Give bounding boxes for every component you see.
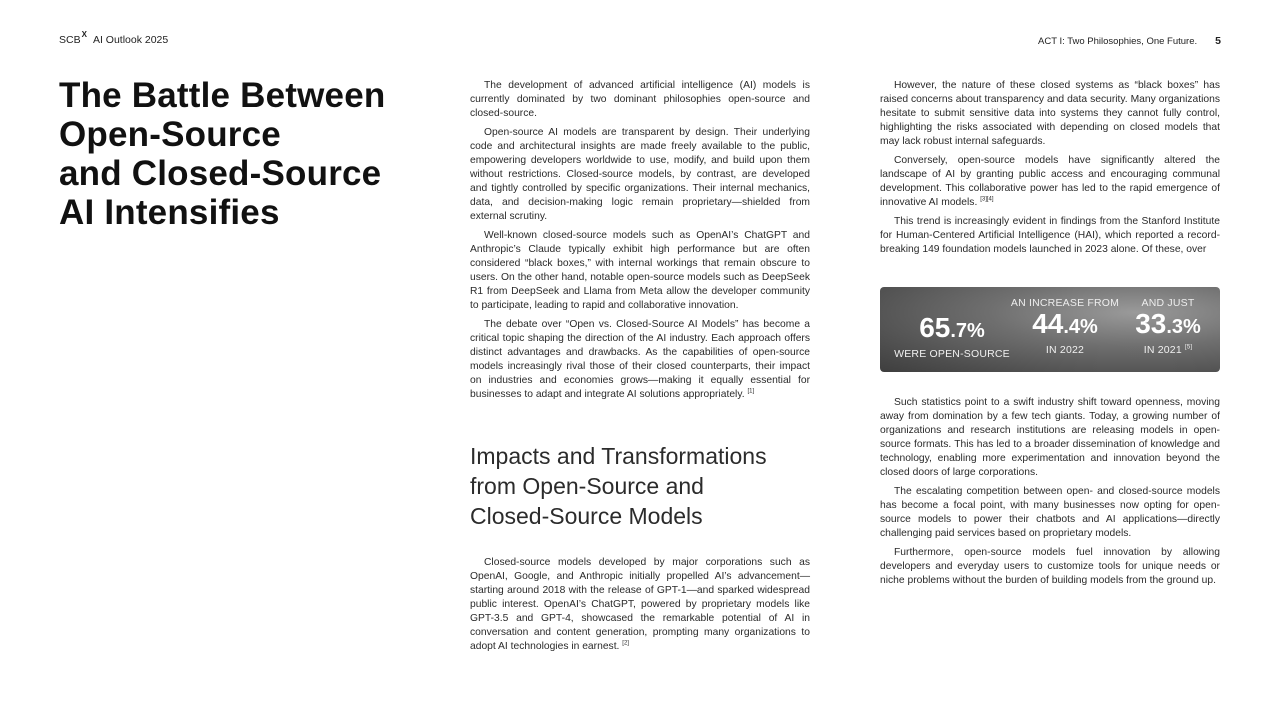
title-line-1: The Battle Between: [59, 76, 386, 115]
stat-2021: [1126, 297, 1210, 356]
stat-value: 33.3%: [1135, 308, 1201, 339]
header-section: [1038, 35, 1221, 47]
paragraph: [470, 556, 810, 654]
section-title: ACT I: Two Philosophies, One Future.: [1038, 36, 1198, 47]
paragraph: Well-known closed-source models such as OpenAI’s ChatGPT and Anthropic’s Claude typically exhibit high performance but are often considered “black boxes,” with internal workings that remain obscure to users. On the other hand, notable open-source models such as DeepSeek R1 from DeepSeek and Llama from Meta allow the developer community to participate, leading to rapid and collaborative innovation.: [470, 230, 810, 311]
column-right: [880, 79, 1220, 262]
column-middle-lower: [470, 556, 810, 659]
title-line-2: Open-Source: [59, 115, 281, 154]
statistics-panel: [880, 287, 1220, 372]
paragraph: Such statistics point to a swift industry shift toward openness, moving away from domination by a few tech giants. Today, a growing number of organizations and research institutions are releasing models in open-source formats. This has led to a broader dissemination of knowledge and technology, enabling more experimentation and innovation beyond the closed doors of large corporations.: [880, 397, 1220, 478]
publication-title: AI Outlook 2025: [92, 34, 169, 46]
stat-value: 65.7%: [919, 312, 985, 343]
heading-line-3: Closed-Source Models: [470, 503, 703, 529]
paragraph: Open-source AI models are transparent by design. Their underlying code and architectural insights are made freely available to the public, empowering developers worldwide to use, modify, and build upon them without restrictions. Closed-source models, by contrast, are developed and tightly controlled by specific organizations. Their internal mechanics, data, and decision-making logic remain proprietary—shielded from external scrutiny.: [470, 127, 810, 222]
footnote-ref[interactable]: [2]: [622, 640, 629, 647]
footnote-ref[interactable]: [1]: [747, 388, 755, 395]
heading-line-2: from Open-Source and: [470, 473, 704, 499]
stat-label: IN 2022: [1045, 344, 1085, 356]
stat-label-top: AN INCREASE FROM: [1010, 297, 1120, 309]
header-publication: [59, 30, 169, 46]
title-line-3: and Closed-Source: [59, 154, 382, 193]
page-title: [59, 76, 439, 232]
paragraph: Furthermore, open-source models fuel innovation by allowing developers and everyday users to customize tools for unique needs or niche problems without the burden of building models from the ground up.: [880, 547, 1220, 586]
column-right-lower: [880, 396, 1220, 593]
paragraph: The development of advanced artificial intelligence (AI) models is currently dominated by two dominant philosophies open-source and closed-source.: [470, 80, 810, 119]
stat-label-top: AND JUST: [1141, 297, 1195, 309]
paragraph: [470, 318, 810, 402]
stat-2022: [1006, 297, 1124, 356]
stat-label: WERE OPEN-SOURCE: [894, 348, 1010, 360]
page-number: 5: [1215, 35, 1221, 47]
paragraph: The escalating competition between open- and closed-source models has become a focal point, with many businesses now opting for open-source models to power their chatbots and AI applications—directly challenging paid services based on proprietary models.: [880, 486, 1220, 539]
paragraph: However, the nature of these closed systems as “black boxes” has raised concerns about transparency and data security. Many organizations hesitate to submit sensitive data into systems they cannot fully control, highlighting the risks associated with depending on closed models that may lack robust internal safeguards.: [880, 80, 1220, 147]
brand-logo: SCB: [59, 34, 81, 46]
stat-label: IN 2021 [5]: [1143, 344, 1193, 356]
footnote-ref[interactable]: [5]: [1185, 344, 1193, 351]
title-line-4: AI Intensifies: [59, 193, 280, 232]
paragraph: [880, 154, 1220, 210]
stat-open-source-2023: [894, 313, 1010, 360]
heading-line-1: Impacts and Transformations: [470, 443, 767, 469]
brand-mark: X: [81, 30, 87, 39]
stat-value: 44.4%: [1032, 308, 1098, 339]
column-middle: [470, 79, 810, 407]
section-heading: [470, 441, 810, 531]
paragraph-text: The debate over “Open vs. Closed-Source AI Models” has become a critical topic shaping the direction of the AI industry. Each approach offers distinct advantages and drawbacks. As the capabilities of open-source models increasingly rival those of their closed counterparts, their impact on industries and economies grows—making it equally essential for businesses to adapt and integrate AI solutions appropriately.: [470, 319, 810, 400]
paragraph-text: Closed-source models developed by major corporations such as OpenAI, Google, and Anthropic initially propelled AI’s advancement—starting around 2018 with the release of GPT-1—and sparked widespread public interest. OpenAI’s ChatGPT, powered by proprietary models like GPT-3.5 and GPT-4, showcased the remarkable potential of AI in conversation and content generation, prompting many organizations to adopt AI technologies in earnest.: [470, 557, 810, 652]
paragraph: This trend is increasingly evident in findings from the Stanford Institute for Human-Centered Artificial Intelligence (HAI), which reported a record-breaking 149 foundation models launched in 2023 alone. Of these, over: [880, 216, 1220, 255]
footnote-ref[interactable]: [3][4]: [980, 196, 994, 203]
paragraph-text: Conversely, open-source models have significantly altered the landscape of AI by granting public access and encouraging communal development. This collaborative power has led to the rapid emergence of innovative AI models.: [880, 155, 1220, 208]
